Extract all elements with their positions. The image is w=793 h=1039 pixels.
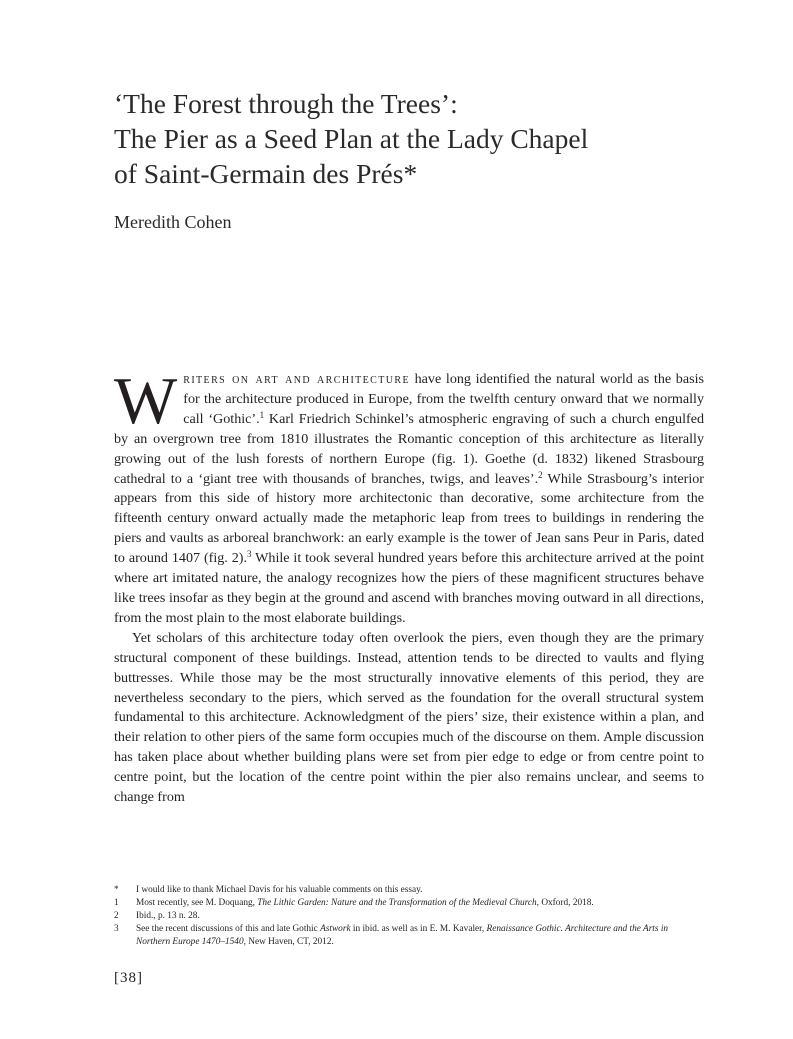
footnote-1 [114, 897, 704, 910]
footnote-ref-3[interactable]: 3 [246, 549, 252, 560]
footnote-text: Ibid., p. 13 n. 28. [136, 911, 200, 921]
footnote-text-part: in ibid. as well as in E. M. Kavaler, [350, 924, 487, 934]
footnote-book-title: The Lithic Garden: Nature and the Transformation of the Medieval Church [257, 898, 537, 908]
footnote-text-part: Most recently, see M. Doquang, [136, 898, 258, 908]
opening-small-caps: riters on art and architecture [183, 371, 410, 387]
footnotes [114, 884, 704, 949]
footnote-mark: * [114, 885, 119, 895]
author-name: Meredith Cohen [114, 212, 232, 232]
footnote-text-part: , Oxford, 2018. [536, 898, 594, 908]
footnote-text [136, 923, 704, 949]
footnote-star [114, 884, 704, 897]
paragraph-2: Yet scholars of this architecture today often overlook the piers, even though they are the primary structural component of these buildings. Instead, attention tends to be directed to vaults and flying buttresses. While those may be the most structurally innovative elements of this period, they are nevertheless secondary to the piers, which served as the foundation for the overall structural system fundamental to this architecture. Acknowledgment of the piers’ size, their existence within a plan, and their relation to other piers of the same form occupies much of the discourse on them. Ample discussion has taken place about whether building plans were set from pier edge to edge or from centre point to centre point, but the location of the centre point within the pier also remains unclear, and seems to change from [114, 629, 704, 806]
article-body [114, 364, 705, 808]
footnote-text-part: , New Haven, CT, 2012. [243, 937, 334, 947]
footnote-3 [114, 923, 704, 949]
footnote-mark: 3 [114, 924, 119, 934]
paragraph-1 [114, 364, 705, 629]
footnote-mark: 2 [114, 911, 119, 921]
paragraph-1-text-d: While it took several hundred years before this architecture arrived at the point where art imitated nature, the analogy recognizes how the piers of these magnificent structures behave like trees insofar as they begin at the ground and ascend with branches moving outward in all directions, from the most plain to the most elaborate buildings. [114, 550, 704, 626]
title-line-1: ‘The Forest through the Trees’: [114, 88, 458, 119]
paragraph-1-text-c: While Strasbourg’s interior appears from this side of history more architectonic than decorative, some architecture from the fifteenth century onward actually made the metaphoric leap from trees to buildings in rendering the piers and vaults as arboreal branchwork: an early example is the tower of Jean sans Peur in Paris, dated to around 1407 (fig. 2). [114, 470, 704, 567]
page-number: [38] [114, 970, 143, 986]
footnote-ref-1[interactable]: 1 [259, 409, 265, 420]
paragraph-1-text-b: Karl Friedrich Schinkel’s atmospheric engraving of such a church engulfed by an overgrown tree from 1810 illustrates the Romantic conception of this architecture as literally growing out of the lush forests of northern Europe (fig. 1). Goethe (d. 1832) likened Strasbourg cathedral to a ‘giant tree with thousands of branches, twigs, and leaves’. [114, 410, 705, 487]
footnote-text [136, 897, 704, 910]
footnote-2 [114, 910, 704, 923]
footnote-text-part: See the recent discussions of this and late Gothic [136, 924, 321, 934]
footnote-book-title: Renaissance Gothic. Architecture and the Arts in Northern Europe 1470–1540 [136, 924, 669, 947]
paragraph-1-text-a: have long identified the natural world as the basis for the architecture produced in Europe, from the twelfth century onward that we normally call ‘Gothic’. [183, 371, 704, 427]
article-title [114, 86, 734, 191]
footnote-mark: 1 [114, 898, 119, 908]
footnote-text: I would like to thank Michael Davis for his valuable comments on this essay. [136, 885, 423, 895]
title-line-3: of Saint-Germain des Prés* [114, 158, 418, 189]
footnote-ref-2[interactable]: 2 [538, 469, 543, 480]
title-line-2: The Pier as a Seed Plan at the Lady Chapel [114, 123, 589, 154]
drop-cap: W [114, 364, 178, 438]
footnote-term: Astwork [320, 924, 351, 934]
